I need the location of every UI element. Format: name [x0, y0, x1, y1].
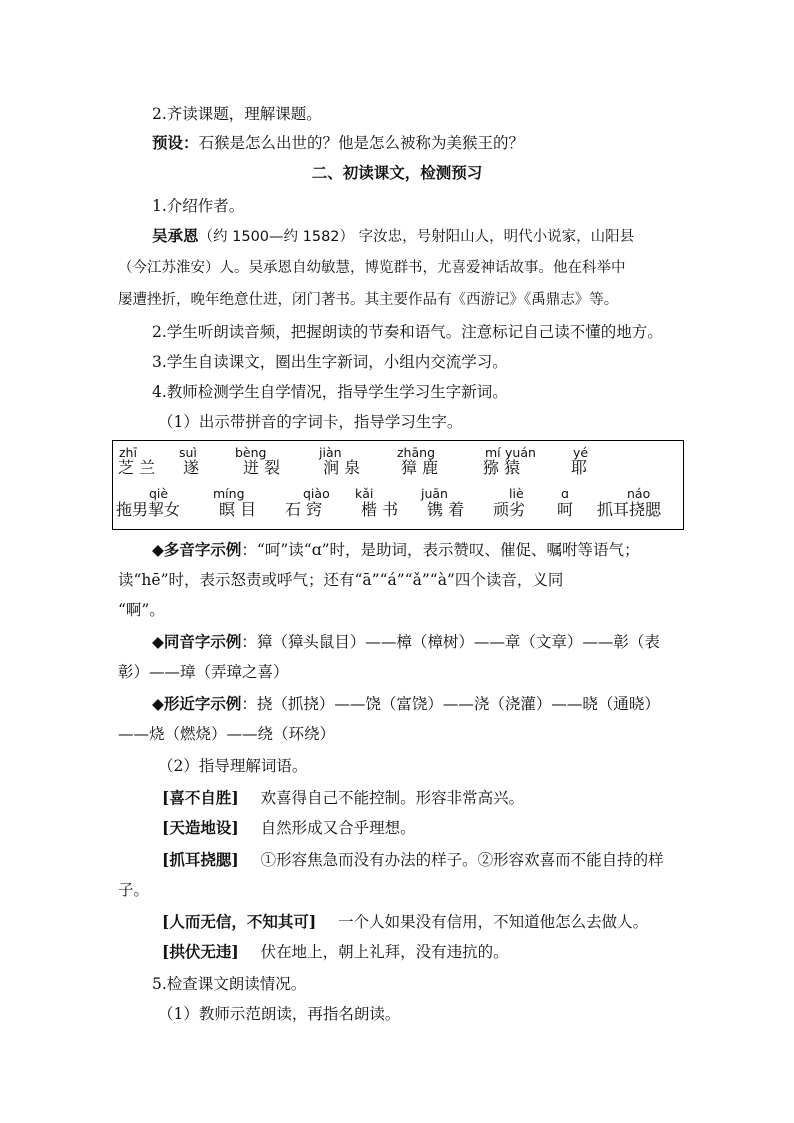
line-model-reading: （1）教师示范朗读，再指名朗读。: [158, 1005, 401, 1023]
word-ye: 耶: [571, 458, 588, 477]
term-renerwuxin: [人而无信，不知其可]: [162, 912, 317, 931]
word-bengli: 迸 裂: [243, 458, 281, 477]
author-line-1: [152, 226, 634, 247]
yushe-text: 石猴是怎么出世的？他是怎么被称为美猴王的？: [198, 134, 525, 152]
yushe-label: 预设：: [152, 133, 199, 152]
pinyin-juan: juān: [421, 486, 448, 501]
author-line-2: （今江苏淮安）人。吴承恩自幼敏慧，博览群书，尤喜爱神话故事。他在科举中: [118, 260, 626, 276]
duoyin-text-1: ：“呵”读“ɑ”时，是助词，表示赞叹、催促、嘱咐等语气；: [241, 541, 640, 559]
pinyin-ye: yé: [573, 445, 589, 460]
line-check: 4.教师检测学生自学情况，指导学生学习生字新词。: [152, 383, 508, 401]
word-def-3-cont: 子。: [118, 881, 150, 899]
tongyin-line-1: [152, 632, 660, 652]
section-title: 二、初读课文，检测预习: [311, 163, 483, 182]
pinyin-card: [112, 440, 684, 530]
word-def-3: [162, 850, 664, 870]
pinyin-yuan: yuán: [505, 445, 536, 460]
def-gongfuwuwei: 伏在地上，朝上礼拜，没有违抗的。: [260, 943, 509, 961]
pinyin-nao: náo: [627, 486, 651, 501]
author-p1-rest: （约 1500—约 1582） 字汝忠，号射阳山人，明代小说家，山阳县: [198, 229, 635, 245]
pinyin-ming: míng: [213, 486, 245, 501]
word-zhuaernaosai: 抓耳挠腮: [597, 500, 662, 519]
line-card-intro: （1）出示带拼音的字词卡，指导学习生字。: [158, 413, 463, 431]
word-zhanglu: 獐 鹿: [401, 458, 439, 477]
duoyin-line-2: 读“hē”时，表示怒责或呼气；还有“ā”“á”“ǎ”“à”四个读音，义同: [118, 571, 564, 589]
xingjin-label: ◆形近字示例: [152, 694, 242, 713]
word-a: 呵: [557, 500, 574, 519]
word-shiqiao: 石 窍: [285, 500, 323, 519]
xingjin-text-1: ：挠（抓挠）——饶（富饶）——浇（浇灌）——晓（通晓）: [241, 695, 660, 713]
tongyin-label: ◆同音字示例: [152, 632, 242, 651]
pinyin-beng: bèng: [235, 445, 267, 460]
term-tianzaodishe: [天造地设]: [162, 818, 239, 837]
line-author-intro: 1.介绍作者。: [152, 197, 245, 215]
duoyin-line-1: [152, 540, 640, 560]
xingjin-line-2: ——烧（燃烧）——绕（环绕）: [118, 725, 336, 743]
line-qidu: 2.齐读课题，理解课题。: [152, 105, 322, 123]
pinyin-zhi: zhī: [119, 445, 137, 460]
pinyin-a: ɑ: [561, 486, 569, 501]
tongyin-text-1: ：獐（獐头鼠目）——樟（樟树）——章（文章）——彰（表: [241, 633, 660, 651]
pinyin-kai: kǎi: [355, 486, 374, 501]
word-def-1: [162, 788, 524, 808]
word-mingmu: 瞑 目: [219, 500, 257, 519]
line-listen: 2.学生听朗读音频，把握朗读的节奏和语气。注意标记自己读不懂的地方。: [152, 323, 663, 341]
def-xibuzisheng: 欢喜得自己不能控制。形容非常高兴。: [260, 789, 525, 807]
term-gongfuwuwei: [拱伏无违]: [162, 942, 239, 961]
line-check-reading: 5.检查课文朗读情况。: [152, 975, 307, 993]
word-sui: 遂: [183, 458, 200, 477]
author-name: 吴承恩: [152, 226, 199, 245]
word-def-2: [162, 818, 416, 838]
def-tianzaodishe: 自然形成又合乎理想。: [260, 819, 416, 837]
pinyin-qie: qiè: [149, 486, 169, 501]
author-line-3: 屡遭挫折，晚年绝意仕进，闭门著书。其主要作品有《西游记》《禹鼎志》等。: [118, 292, 619, 308]
duoyin-line-3: “啊”。: [118, 601, 165, 619]
pinyin-lie: liè: [509, 486, 524, 501]
word-def-5: [162, 942, 509, 962]
word-juanzhe: 镌 着: [427, 500, 465, 519]
word-miyuan: 猕 猿: [483, 458, 521, 477]
pinyin-mi: mí: [485, 445, 501, 460]
def-renerwuxin: 一个人如果没有信用，不知道他怎么去做人。: [338, 913, 649, 931]
def-zhuaernaosai: ①形容焦急而没有办法的样子。②形容欢喜而不能自持的样: [260, 851, 664, 869]
word-wanlie: 顽劣: [493, 500, 526, 519]
term-xibuzisheng: [喜不自胜]: [162, 788, 239, 807]
term-zhuaernaosai: [抓耳挠腮]: [162, 850, 239, 869]
word-kaishu: 楷 书: [361, 500, 399, 519]
tongyin-line-2: 彰）——璋（弄璋之喜）: [118, 663, 289, 681]
pinyin-zhang: zhāng: [397, 445, 436, 460]
line-selfread: 3.学生自读课文，圈出生字新词，小组内交流学习。: [152, 353, 508, 371]
xingjin-line-1: [152, 694, 660, 714]
pinyin-jian: jiàn: [319, 445, 342, 460]
pinyin-sui: suì: [179, 445, 197, 460]
duoyin-label: ◆多音字示例: [152, 540, 242, 559]
line-yushe: [152, 133, 524, 153]
word-zhilan: 芝 兰: [118, 458, 156, 477]
word-tuonanqienv: 拖男挈女: [116, 500, 181, 519]
word-jianquan: 涧 泉: [323, 458, 361, 477]
pinyin-qiao: qiào: [303, 486, 330, 501]
line-guide-words: （2）指导理解词语。: [158, 757, 308, 775]
word-def-4: [162, 912, 648, 932]
